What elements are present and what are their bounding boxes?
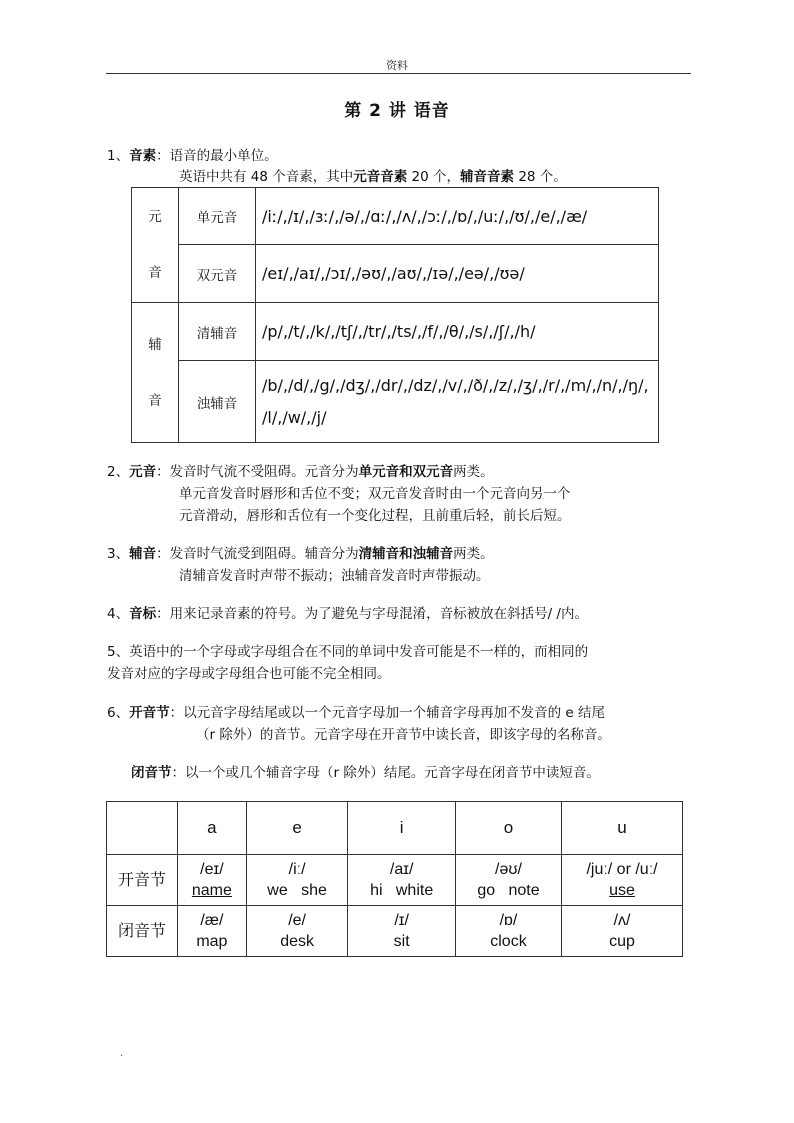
- column-header: i: [348, 802, 456, 855]
- ipa-line: /l/,/w/,/j/: [262, 407, 327, 427]
- ipa: /æ/: [200, 912, 224, 929]
- term: 音标: [129, 606, 157, 622]
- phoneme-table: [131, 187, 659, 443]
- header-divider: [106, 73, 691, 74]
- section-number: 6、: [107, 705, 130, 721]
- text: 英语中共有 48 个音素，其中: [179, 169, 354, 185]
- row-header: 开音节: [107, 855, 178, 906]
- example-words: we she: [267, 882, 327, 899]
- text: 20 个，: [407, 169, 461, 185]
- table-cell: [455, 906, 561, 957]
- column-header: o: [455, 802, 561, 855]
- section-number: 2、: [107, 464, 130, 480]
- text: ：发音时气流不受阻碍。元音分为: [156, 464, 359, 480]
- column-header: e: [246, 802, 348, 855]
- ipa-list: [256, 361, 659, 443]
- definition: 语音的最小单位。: [169, 148, 278, 164]
- text: ：以一个或几个辅音字母（r 除外）结尾。元音字母在闭音节中读短音。: [171, 765, 600, 781]
- column-header: a: [178, 802, 247, 855]
- table-row: [107, 802, 683, 855]
- section-5-line-2: 发音对应的字母或字母组合也可能不完全相同。: [107, 666, 391, 682]
- group-char: 辅: [148, 336, 162, 353]
- group-char: 音: [148, 392, 162, 409]
- section-number: 1、: [107, 148, 130, 164]
- term: 辅音音素: [460, 169, 515, 185]
- page-header: 资料: [386, 59, 408, 72]
- table-row: [132, 303, 659, 361]
- row-label: 单元音: [179, 188, 256, 245]
- row-label: 清辅音: [179, 303, 256, 361]
- section-6-line-3: [131, 764, 600, 782]
- ipa: /iː/: [288, 861, 306, 878]
- term: 元音: [129, 464, 157, 480]
- column-header: u: [562, 802, 683, 855]
- table-cell: [562, 906, 683, 957]
- section-6-line-2: （r 除外）的音节。元音字母在开音节中读长音，即该字母的名称音。: [196, 727, 611, 743]
- text: ：用来记录音素的符号。为了避免与字母混淆，音标被放在斜括号/ /内。: [156, 606, 588, 622]
- term: 音素: [129, 148, 157, 164]
- row-label: 双元音: [179, 245, 256, 303]
- section-1-line-2: [179, 168, 567, 186]
- section-2-line-2: 单元音发音时唇形和舌位不变；双元音发音时由一个元音向另一个: [179, 486, 571, 502]
- term: 闭音节: [131, 765, 172, 781]
- example-words: cup: [609, 933, 635, 950]
- table-row: [132, 188, 659, 245]
- section-3-line-2: 清辅音发音时声带不振动；浊辅音发音时声带振动。: [179, 568, 490, 584]
- section-number: 4、: [107, 606, 130, 622]
- text: 28 个。: [514, 169, 567, 185]
- ipa: /juː/ or /uː/: [586, 861, 658, 878]
- table-cell: [348, 855, 456, 906]
- table-row: [107, 906, 683, 957]
- table-cell: [562, 855, 683, 906]
- page-title: 第 2 讲 语音: [344, 101, 450, 121]
- ipa: /ɒ/: [499, 912, 518, 929]
- section-2-line-1: [107, 463, 494, 481]
- row-header: 闭音节: [107, 906, 178, 957]
- example-words: sit: [393, 933, 410, 950]
- ipa-list: /iː/,/ɪ/,/ɜː/,/ə/,/ɑː/,/ʌ/,/ɔː/,/ɒ/,/uː/,/ʊ/,/e/,/æ/: [256, 188, 659, 245]
- table-cell: [246, 855, 348, 906]
- colon: ：: [156, 148, 170, 164]
- ipa: /əʊ/: [495, 861, 522, 878]
- section-4-line-1: [107, 605, 588, 623]
- table-row: [132, 245, 659, 303]
- table-cell: [455, 855, 561, 906]
- example-words: use: [609, 882, 635, 899]
- consonant-group-label: [132, 303, 179, 443]
- term: 开音节: [129, 705, 170, 721]
- ipa: /ɪ/: [394, 912, 409, 929]
- table-cell: [178, 855, 247, 906]
- table-row: [107, 855, 683, 906]
- ipa: /aɪ/: [389, 861, 414, 878]
- group-char: 元: [148, 209, 162, 225]
- syllable-table: [106, 801, 683, 957]
- example-words: clock: [490, 933, 527, 950]
- vowel-group-label: [132, 188, 179, 303]
- term: 元音音素: [353, 169, 408, 185]
- text: 两类。: [453, 546, 494, 562]
- term: 单元音和双元音: [358, 464, 454, 480]
- ipa: /eɪ/: [200, 861, 224, 878]
- example-words: map: [196, 933, 228, 950]
- ipa-line: /b/,/d/,/g/,/dʒ/,/dr/,/dz/,/v/,/ð/,/z/,/ʒ/,/r/,/m/,/n/,/ŋ/,: [262, 375, 649, 395]
- table-cell: [348, 906, 456, 957]
- ipa-list: /p/,/t/,/k/,/tʃ/,/tr/,/ts/,/f/,/θ/,/s/,/ʃ/,/h/: [256, 303, 659, 361]
- footer-mark: .: [120, 1048, 124, 1059]
- text: 两类。: [453, 464, 494, 480]
- group-char: 音: [148, 265, 162, 281]
- section-3-line-1: [107, 545, 494, 563]
- section-number: 3、: [107, 546, 130, 562]
- table-cell: [178, 906, 247, 957]
- term: 辅音: [129, 546, 157, 562]
- corner-cell: [107, 802, 178, 855]
- example-words: go note: [477, 882, 540, 899]
- text: ：以元音字母结尾或以一个元音字母加一个辅音字母再加不发音的 e 结尾: [169, 705, 605, 721]
- ipa: /ʌ/: [613, 912, 631, 929]
- example-words: desk: [280, 933, 314, 950]
- example-words: name: [191, 882, 232, 899]
- section-5-line-1: 5、英语中的一个字母或字母组合在不同的单词中发音可能是不一样的，而相同的: [107, 644, 589, 660]
- ipa-list: /eɪ/,/aɪ/,/ɔɪ/,/əʊ/,/aʊ/,/ɪə/,/eə/,/ʊə/: [256, 245, 659, 303]
- ipa: /e/: [288, 912, 306, 929]
- section-6-line-1: [107, 704, 605, 722]
- term: 清辅音和浊辅音: [358, 546, 454, 562]
- table-cell: [246, 906, 348, 957]
- row-label: 浊辅音: [179, 361, 256, 443]
- section-1-line-1: [107, 147, 278, 165]
- example-words: hi white: [370, 882, 434, 899]
- text: ：发音时气流受到阻碍。辅音分为: [156, 546, 359, 562]
- table-row: [132, 361, 659, 443]
- section-2-line-3: 元音滑动，唇形和舌位有一个变化过程，且前重后轻，前长后短。: [179, 508, 571, 524]
